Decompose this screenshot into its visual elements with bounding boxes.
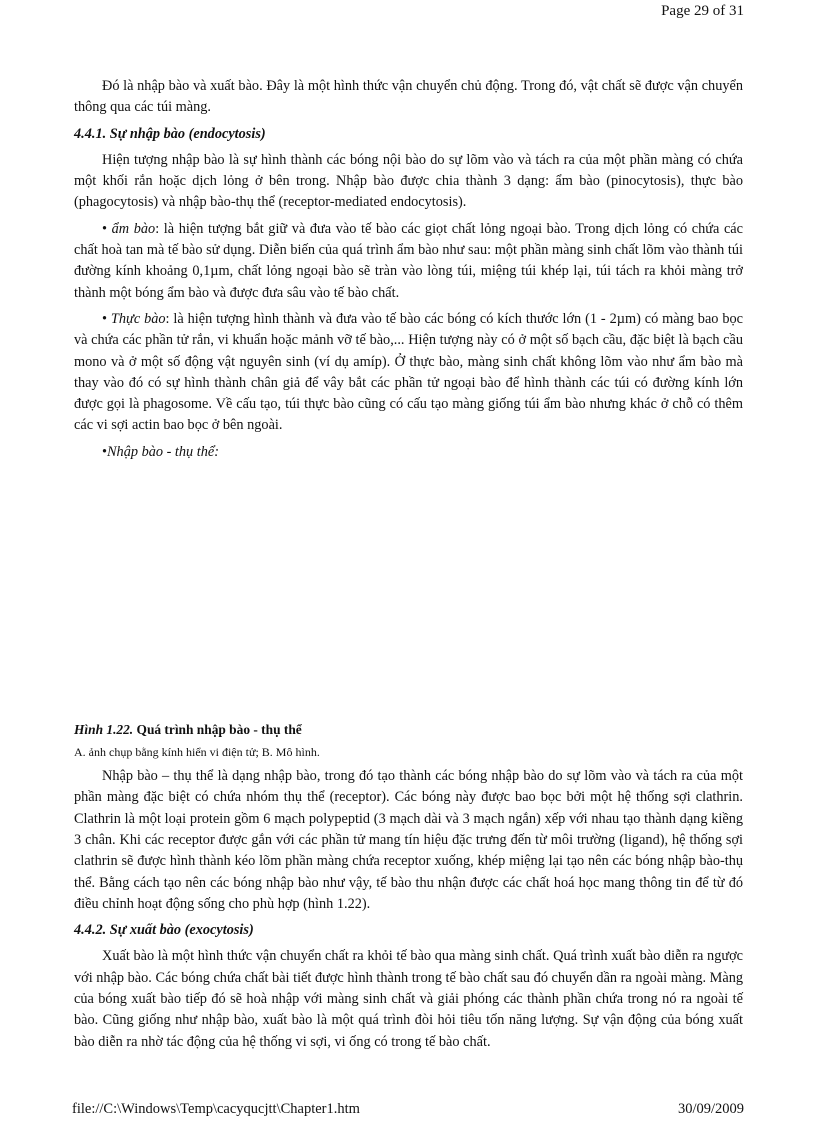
section-title-endocytosis: 4.4.1. Sự nhập bào (endocytosis) [74, 125, 266, 142]
bullet-icon: • [102, 443, 108, 460]
receptor-colon: : [214, 443, 220, 460]
figure-caption-sub: A. ảnh chụp bằng kính hiển vi điện tử; B. Mô hình. [74, 745, 320, 760]
pinocytosis-term: ẩm bào [111, 220, 156, 237]
page-number: Page 29 of 31 [661, 3, 744, 19]
bullet-icon: • [102, 310, 108, 327]
figure-caption [74, 720, 743, 739]
footer-date: 30/09/2009 [677, 1101, 744, 1117]
pinocytosis-paragraph [74, 219, 743, 304]
intro-paragraph: Đó là nhập bào và xuất bào. Đây là một hình thức vận chuyển chủ động. Trong đó, vật chất sẽ được vận chuyển thông qua các túi màng. [74, 78, 743, 116]
bullet-icon: • [102, 220, 108, 237]
endocytosis-paragraph: Hiện tượng nhập bào là sự hình thành các bóng nội bào do sự lõm vào và tách ra của một phần màng có chứa một khối rắn hoặc dịch lỏng ở bên trong. Nhập bào được chia thành 3 dạng: ẩm bào (pinocytosis), thực bào (phagocytosis) và nhập bào-thụ thể (receptor-mediated endocytosis). [74, 151, 743, 211]
phagocytosis-text: : là hiện tượng hình thành và đưa vào tế bào các bóng có kích thước lớn (1 - 2µm) có màng bao bọc và chứa các phần tử rắn, vi khuẩn hoặc mảnh vỡ tế bào,... Hiện tượng này có ở một số bạch cầu, đặc biệt là bạch cầu mono và ở một số động vật nguyên sinh (ví dụ amíp). Ở thực bào, màng sinh chất không lõm vào như ẩm bào mà thay vào đó có sự hình thành chân giả để vây bắt các phần tử ngoại bào để hình thành các túi có đường kính lớn được gọi là phagosome. Về cấu tạo, túi thực bào cũng có cấu tạo màng giống túi ẩm bào nhưng khác ở chỗ có thêm các vi sợi actin bao bọc ở bên ngoài. [74, 310, 743, 434]
figure-caption-title: Quá trình nhập bào - thụ thể [136, 722, 302, 738]
exocytosis-paragraph: Xuất bào là một hình thức vận chuyển chất ra khỏi tế bào qua màng sinh chất. Quá trình xuất bào diễn ra ngược với nhập bào. Các bóng chứa chất bài tiết được hình thành trong tế bào chất sau đó chuyển dần ra ngoài màng. Màng của bóng xuất bào tiếp đó sẽ hoà nhập với màng sinh chất và giải phóng các thành phần chứa trong nó ra ngoài tế bào. Cũng giống như nhập bào, xuất bào là một quá trình đòi hỏi tiêu tốn năng lượng. Sự vận động của bóng xuất bào diễn ra nhờ tác động của hệ thống vi sợi, vi ống có trong tế bào chất. [74, 948, 743, 1050]
figure-placeholder [74, 468, 743, 720]
receptor-bullet [74, 442, 743, 463]
receptor-paragraph: Nhập bào – thụ thể là dạng nhập bào, trong đó tạo thành các bóng nhập bào do sự lõm vào và tách ra của một phần màng đặc biệt có chứa nhóm thụ thể (receptor). Các bóng này được bao bọc bởi một hệ thống sợi clathrin. Clathrin là một loại protein gồm 6 mạch polypeptid (3 mạch dài và 3 mạch ngắn) xếp với nhau tạo thành dạng kiềng 3 chân. Khi các receptor được gắn với các phần tử mang tín hiệu đặc trưng đến từ môi trường (ligand), hệ thống sợi clathrin sẽ được hình thành kéo lõm phần màng chứa receptor xuống, khép miệng lại tạo nên các bóng nhập bào-thụ thể. Bằng cách tạo nên các bóng nhập bào như vậy, tế bào thu nhận được các chất hoá học mang thông tin để từ đó điều chỉnh hoạt động sống cho phù hợp (hình 1.22). [74, 768, 743, 912]
figure-caption-number: Hình 1.22. [74, 722, 134, 738]
section-title-exocytosis: 4.4.2. Sự xuất bào (exocytosis) [74, 922, 254, 939]
footer-file-path: file://C:\Windows\Temp\cacyqucjtt\Chapter1.htm [72, 1101, 360, 1117]
page-footer [72, 1101, 744, 1118]
phagocytosis-term: Thực bào [110, 310, 166, 327]
document-body [74, 76, 743, 1058]
receptor-term: Nhập bào - thụ thể [107, 443, 215, 460]
phagocytosis-paragraph [74, 309, 743, 437]
pinocytosis-text: : là hiện tượng bắt giữ và đưa vào tế bào các giọt chất lỏng ngoại bào. Trong dịch lỏng có chứa các chất hoà tan mà tế bào sử dụng. Diễn biến của quá trình ẩm bào như sau: một phần màng sinh chất lõm vào thành túi đường kính khoảng 0,1µm, chất lỏng ngoại bào sẽ tràn vào lòng túi, miệng túi khép lại, túi tách ra khỏi màng trở thành một bóng ẩm bào và được đưa sâu vào tế bào chất. [74, 220, 743, 301]
